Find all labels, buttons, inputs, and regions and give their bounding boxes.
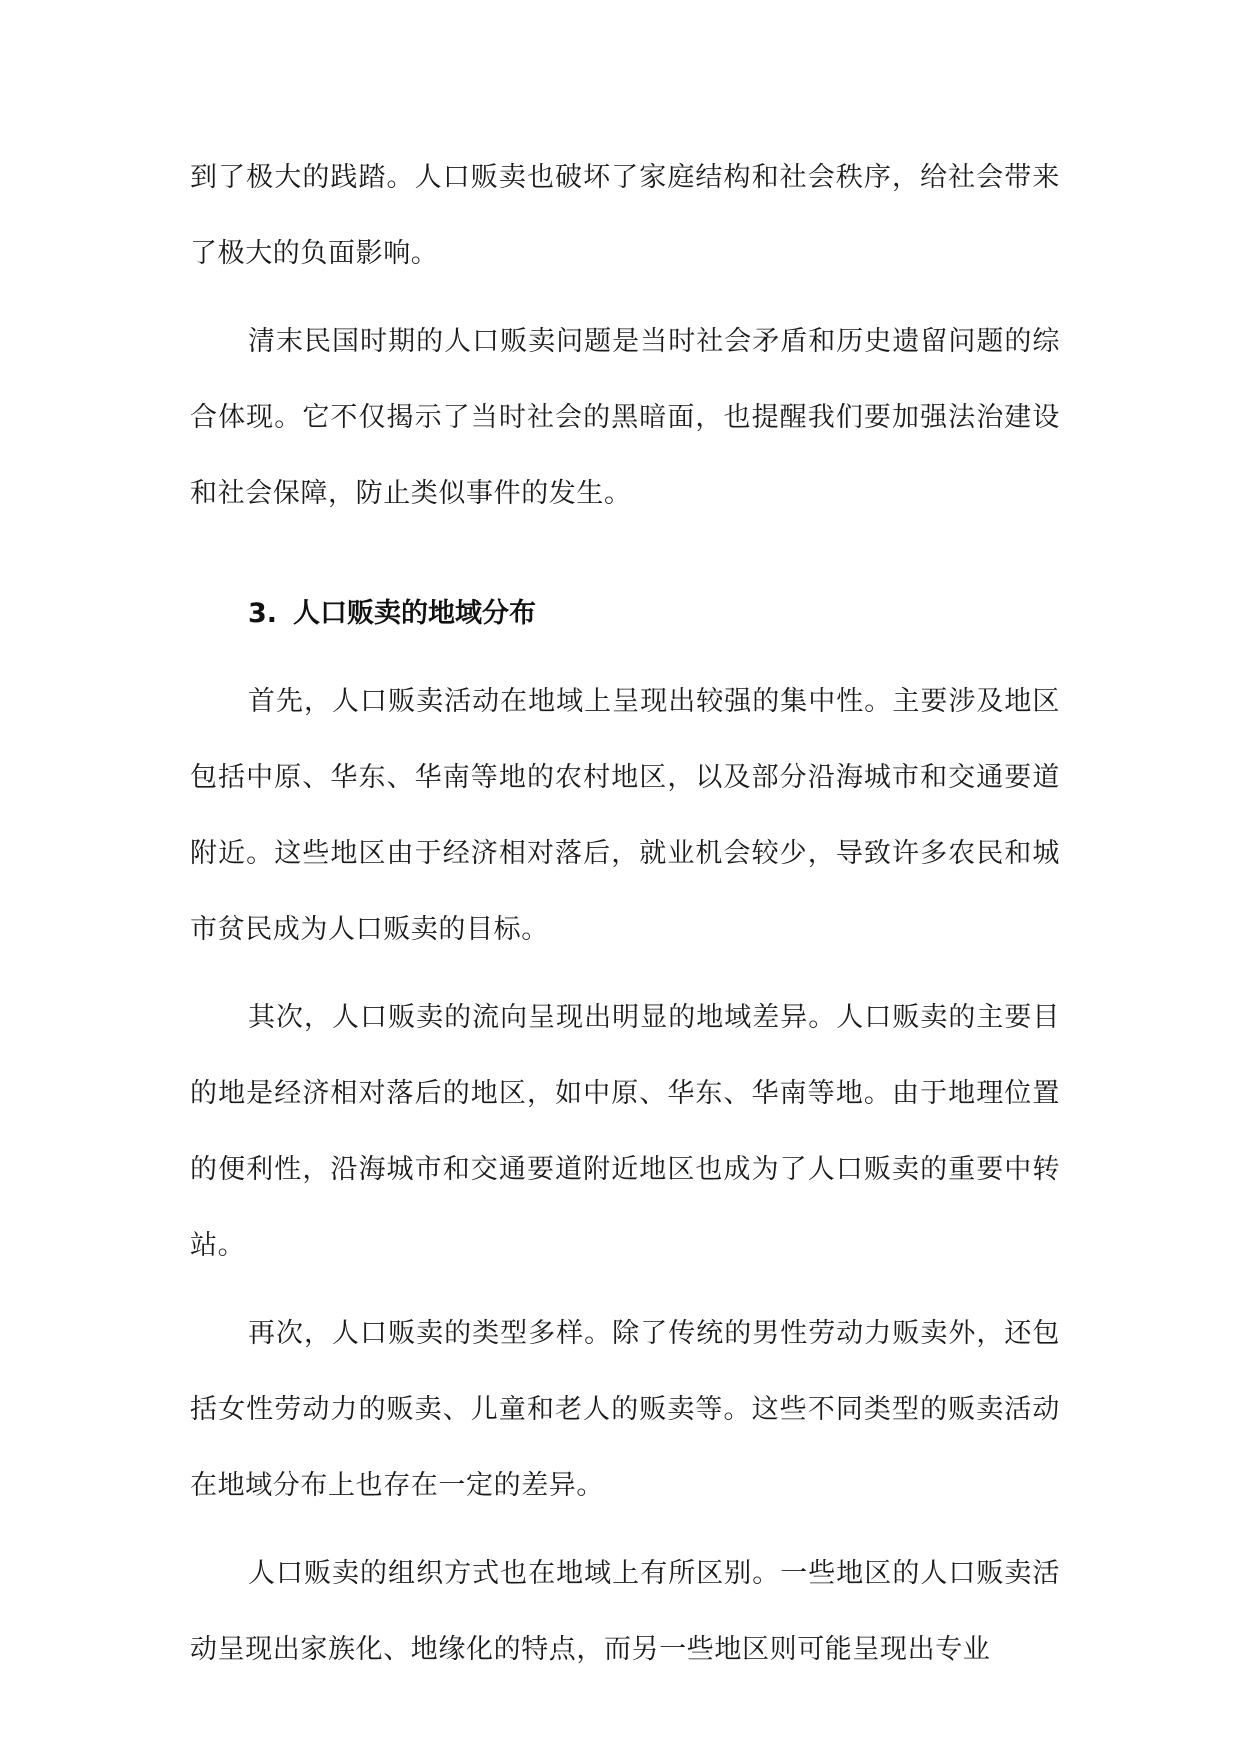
section-number: 3. [248, 598, 278, 629]
section-title: 人口贩卖的地域分布 [293, 598, 537, 629]
document-body [190, 140, 1060, 1700]
paragraph-flow-direction: 其次，人口贩卖的流向呈现出明显的地域差异。人口贩卖的主要目的地是经济相对落后的地区，如中原、华东、华南等地。由于地理位置的便利性，沿海城市和交通要道附近地区也成为了人口贩卖的重要中转站。 [190, 1002, 1060, 1261]
paragraph-types: 再次，人口贩卖的类型多样。除了传统的男性劳动力贩卖外，还包括女性劳动力的贩卖、儿童和老人的贩卖等。这些不同类型的贩卖活动在地域分布上也存在一定的差异。 [190, 1318, 1060, 1501]
paragraph-organization: 人口贩卖的组织方式也在地域上有所区别。一些地区的人口贩卖活动呈现出家族化、地缘化的特点，而另一些地区则可能呈现出专业 [190, 1558, 1060, 1665]
section-heading [190, 576, 1060, 652]
paragraph-summary: 清末民国时期的人口贩卖问题是当时社会矛盾和历史遗留问题的综合体现。它不仅揭示了当时社会的黑暗面，也提醒我们要加强法治建设和社会保障，防止类似事件的发生。 [190, 326, 1060, 509]
paragraph-continuation: 到了极大的践踏。人口贩卖也破坏了家庭结构和社会秩序，给社会带来了极大的负面影响。 [190, 162, 1060, 269]
paragraph-concentration: 首先，人口贩卖活动在地域上呈现出较强的集中性。主要涉及地区包括中原、华东、华南等地的农村地区，以及部分沿海城市和交通要道附近。这些地区由于经济相对落后，就业机会较少，导致许多农民和城市贫民成为人口贩卖的目标。 [190, 686, 1060, 945]
